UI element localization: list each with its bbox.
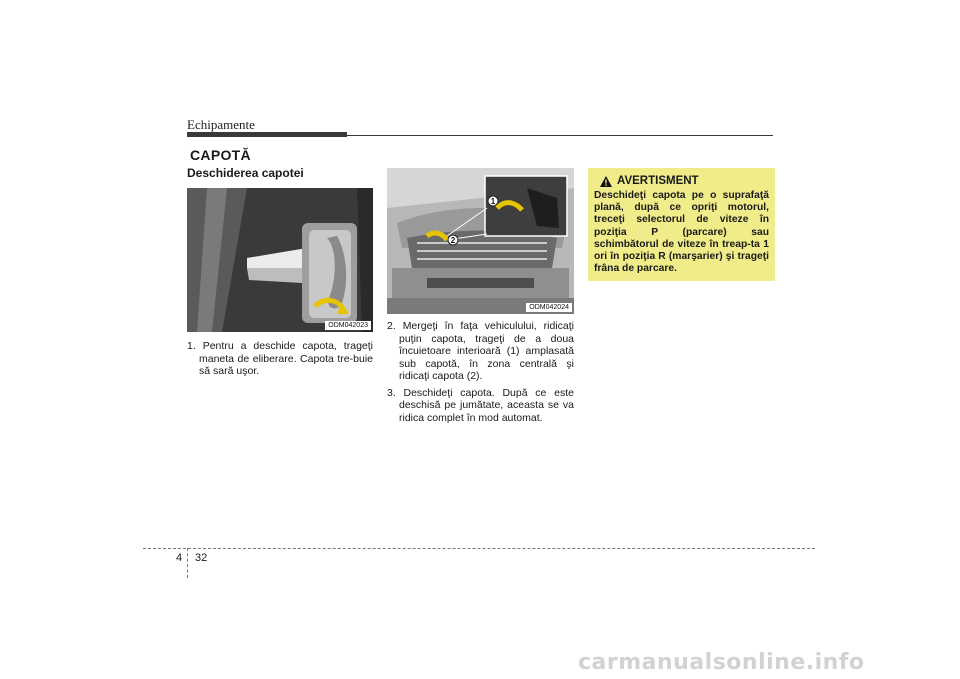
figure-code: ODM042023 (325, 321, 371, 330)
step-2-text: 2. Mergeţi în faţa vehiculului, ridicaţi puţin capota, trageţi de a doua încuietoare interioară (1) amplasată sub capotă, în zona centrală şi ridicaţi capota (2). (387, 320, 574, 382)
car-front-figure (387, 168, 574, 314)
step-3-text: 3. Deschideţi capota. După ce este deschisă pe jumătate, aceasta se va ridica complet în mod automat. (387, 386, 574, 424)
warning-header (600, 175, 769, 187)
callout-1-label: 1 (490, 197, 496, 206)
warning-triangle-icon (600, 176, 612, 187)
warning-title: AVERTISMENT (617, 175, 699, 187)
warning-box (588, 168, 775, 281)
subsection-title: Deschiderea capotei (187, 166, 304, 180)
car-front-hood-latch-illustration (387, 168, 574, 314)
step-1-text: 1. Pentru a deschide capota, trageţi maneta de eliberare. Capota tre-buie să sară uşor. (187, 340, 373, 377)
footer-divider (187, 548, 188, 578)
section-title: CAPOTĂ (190, 147, 251, 163)
page-chapter-number: 4 (176, 552, 183, 564)
warning-text: Deschideţi capota pe o suprafaţă plană, după ce opriţi motorul, treceţi selectorul de viteze în poziţia P (parcare) sau schimbătorul de viteze în treap-ta 1 ori în poziţia R (marşarier) şi trageţi frâna de parcare. (594, 190, 769, 275)
header-rule (347, 135, 773, 136)
figure-code: ODM042024 (526, 303, 572, 312)
footer-rule (143, 548, 815, 549)
header-bar (187, 132, 347, 137)
watermark: carmanualsonline.info (578, 650, 865, 675)
callout-2-label: 2 (450, 236, 456, 245)
hood-release-lever-illustration (187, 188, 373, 332)
page-number: 32 (195, 552, 208, 564)
steps-column-1 (187, 340, 373, 382)
page-header-title: Echipamente (187, 117, 255, 132)
hood-release-figure (187, 188, 373, 332)
steps-column-2 (387, 320, 574, 428)
